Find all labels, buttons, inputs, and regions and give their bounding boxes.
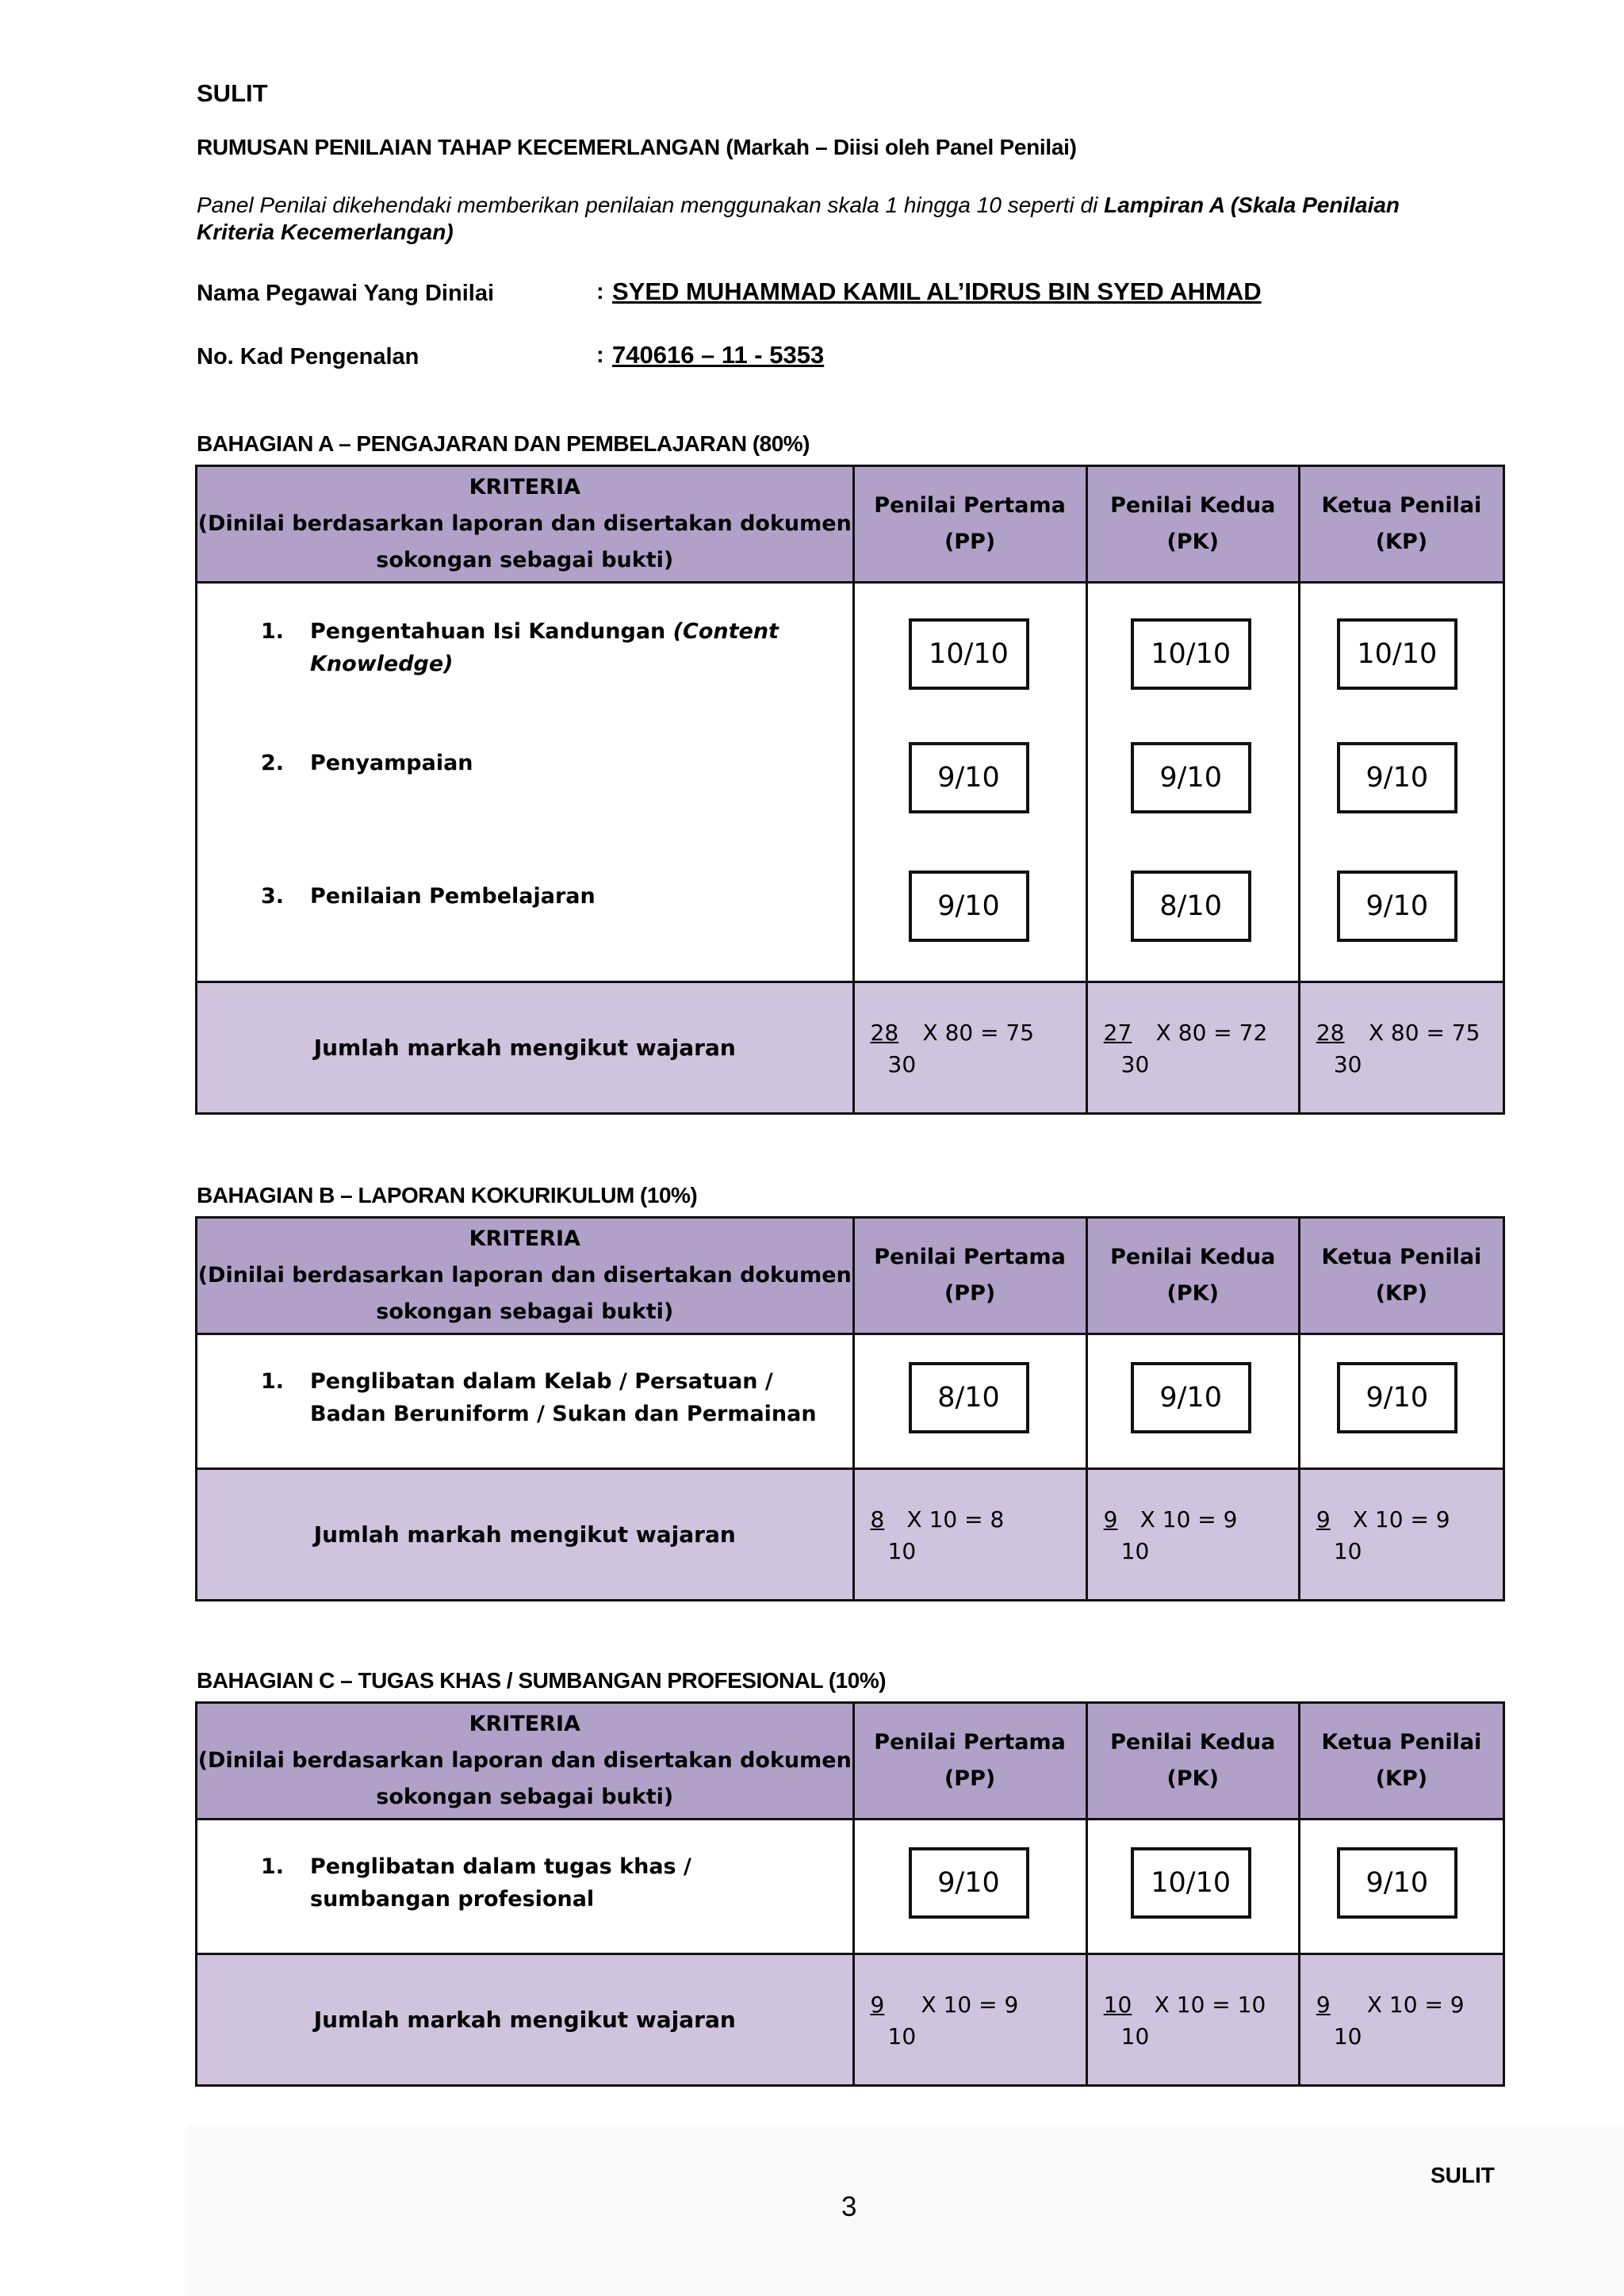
criteria-row bbox=[197, 1820, 1504, 1954]
score-box[interactable]: 9/10 bbox=[1131, 1362, 1251, 1433]
pk-scores bbox=[1086, 1334, 1299, 1469]
kriteria-header: KRITERIA (Dinilai berdasarkan laporan dan disertakan dokumen sokongan sebagai bukti) bbox=[197, 1703, 854, 1820]
pk-scores bbox=[1086, 583, 1299, 982]
pk-total: 27 X 80 = 72 30 bbox=[1086, 982, 1299, 1114]
ic-label: No. Kad Pengenalan bbox=[197, 344, 419, 369]
score-box[interactable]: 10/10 bbox=[1337, 618, 1457, 690]
kp-total: 28 X 80 = 75 30 bbox=[1299, 982, 1503, 1114]
instructions-text: Panel Penilai dikehendaki memberikan penilaian menggunakan skala 1 hingga 10 seperti di bbox=[197, 193, 1105, 217]
total-row bbox=[197, 1469, 1504, 1601]
pp-scores bbox=[853, 1334, 1086, 1469]
nama-colon: : bbox=[596, 279, 604, 304]
kp-header: Ketua Penilai (KP) bbox=[1299, 1703, 1503, 1820]
section-b-title: BAHAGIAN B – LAPORAN KOKURIKULUM (10%) bbox=[197, 1183, 698, 1207]
sulit-label-bottom: SULIT bbox=[1431, 2163, 1495, 2187]
instructions bbox=[197, 192, 1465, 246]
pk-header: Penilai Kedua (PK) bbox=[1086, 1218, 1299, 1334]
score-box[interactable]: 10/10 bbox=[909, 618, 1029, 690]
section-a-table bbox=[195, 465, 1505, 1115]
score-box[interactable]: 9/10 bbox=[1337, 742, 1457, 813]
section-c-title: BAHAGIAN C – TUGAS KHAS / SUMBANGAN PROFESIONAL (10%) bbox=[197, 1668, 887, 1693]
table-header-row bbox=[197, 466, 1504, 583]
score-box[interactable]: 8/10 bbox=[909, 1362, 1029, 1433]
pp-header: Penilai Pertama (PP) bbox=[853, 466, 1086, 583]
criteria-list: 1. Penglibatan dalam tugas khas / sumbangan profesional bbox=[197, 1820, 854, 1954]
score-box[interactable]: 9/10 bbox=[1337, 1847, 1457, 1919]
criteria-list: 1. Pengentahuan Isi Kandungan (Content Knowledge) 2. Penyampaian 3. Penilaian Pembelajaran bbox=[197, 583, 854, 982]
kp-scores bbox=[1299, 1820, 1503, 1954]
criteria-row bbox=[197, 583, 1504, 982]
pk-header: Penilai Kedua (PK) bbox=[1086, 466, 1299, 583]
sulit-label-top: SULIT bbox=[197, 79, 268, 107]
pk-header: Penilai Kedua (PK) bbox=[1086, 1703, 1299, 1820]
score-box[interactable]: 9/10 bbox=[909, 742, 1029, 813]
ic-value: 740616 – 11 - 5353 bbox=[612, 341, 825, 369]
lampiran-reference: Lampiran A (Skala Penilaian Kriteria Kecemerlangan) bbox=[197, 193, 1400, 244]
score-box[interactable]: 9/10 bbox=[1337, 1362, 1457, 1433]
section-a-title: BAHAGIAN A – PENGAJARAN DAN PEMBELAJARAN (80%) bbox=[197, 431, 810, 456]
pk-total: 10 X 10 = 10 10 bbox=[1086, 1954, 1299, 2086]
total-row bbox=[197, 982, 1504, 1114]
nama-value: SYED MUHAMMAD KAMIL AL’IDRUS BIN SYED AHMAD bbox=[612, 277, 1262, 305]
score-box[interactable]: 9/10 bbox=[909, 1847, 1029, 1919]
kriteria-header: KRITERIA (Dinilai berdasarkan laporan dan disertakan dokumen sokongan sebagai bukti) bbox=[197, 466, 854, 583]
score-box[interactable]: 9/10 bbox=[909, 871, 1029, 942]
footer-band bbox=[187, 2125, 1624, 2296]
kp-scores bbox=[1299, 1334, 1503, 1469]
pp-total: 8 X 10 = 8 10 bbox=[853, 1469, 1086, 1601]
total-label: Jumlah markah mengikut wajaran bbox=[197, 982, 854, 1114]
total-label: Jumlah markah mengikut wajaran bbox=[197, 1954, 854, 2086]
pp-scores bbox=[853, 1820, 1086, 1954]
section-b-table bbox=[195, 1216, 1505, 1601]
ic-colon: : bbox=[596, 342, 604, 368]
total-row bbox=[197, 1954, 1504, 2086]
pp-total: 28 X 80 = 75 30 bbox=[853, 982, 1086, 1114]
score-box[interactable]: 10/10 bbox=[1131, 618, 1251, 690]
pp-total: 9 X 10 = 9 10 bbox=[853, 1954, 1086, 2086]
table-header-row bbox=[197, 1703, 1504, 1820]
kp-scores bbox=[1299, 583, 1503, 982]
section-c-table bbox=[195, 1701, 1505, 2087]
page-number: 3 bbox=[841, 2191, 857, 2222]
nama-label: Nama Pegawai Yang Dinilai bbox=[197, 281, 495, 306]
criteria-list: 1. Penglibatan dalam Kelab / Persatuan / Badan Beruniform / Sukan dan Permainan bbox=[197, 1334, 854, 1469]
pp-header: Penilai Pertama (PP) bbox=[853, 1218, 1086, 1334]
kp-header: Ketua Penilai (KP) bbox=[1299, 466, 1503, 583]
kp-total: 9 X 10 = 9 10 bbox=[1299, 1954, 1503, 2086]
score-box[interactable]: 9/10 bbox=[1131, 742, 1251, 813]
pp-header: Penilai Pertama (PP) bbox=[853, 1703, 1086, 1820]
table-header-row bbox=[197, 1218, 1504, 1334]
criteria-row bbox=[197, 1334, 1504, 1469]
kriteria-header: KRITERIA (Dinilai berdasarkan laporan dan disertakan dokumen sokongan sebagai bukti) bbox=[197, 1218, 854, 1334]
kp-total: 9 X 10 = 9 10 bbox=[1299, 1469, 1503, 1601]
pk-scores bbox=[1086, 1820, 1299, 1954]
pp-scores bbox=[853, 583, 1086, 982]
document-title: RUMUSAN PENILAIAN TAHAP KECEMERLANGAN (Markah – Diisi oleh Panel Penilai) bbox=[197, 135, 1077, 159]
pk-total: 9 X 10 = 9 10 bbox=[1086, 1469, 1299, 1601]
kp-header: Ketua Penilai (KP) bbox=[1299, 1218, 1503, 1334]
score-box[interactable]: 8/10 bbox=[1131, 871, 1251, 942]
total-label: Jumlah markah mengikut wajaran bbox=[197, 1469, 854, 1601]
score-box[interactable]: 9/10 bbox=[1337, 871, 1457, 942]
score-box[interactable]: 10/10 bbox=[1131, 1847, 1251, 1919]
